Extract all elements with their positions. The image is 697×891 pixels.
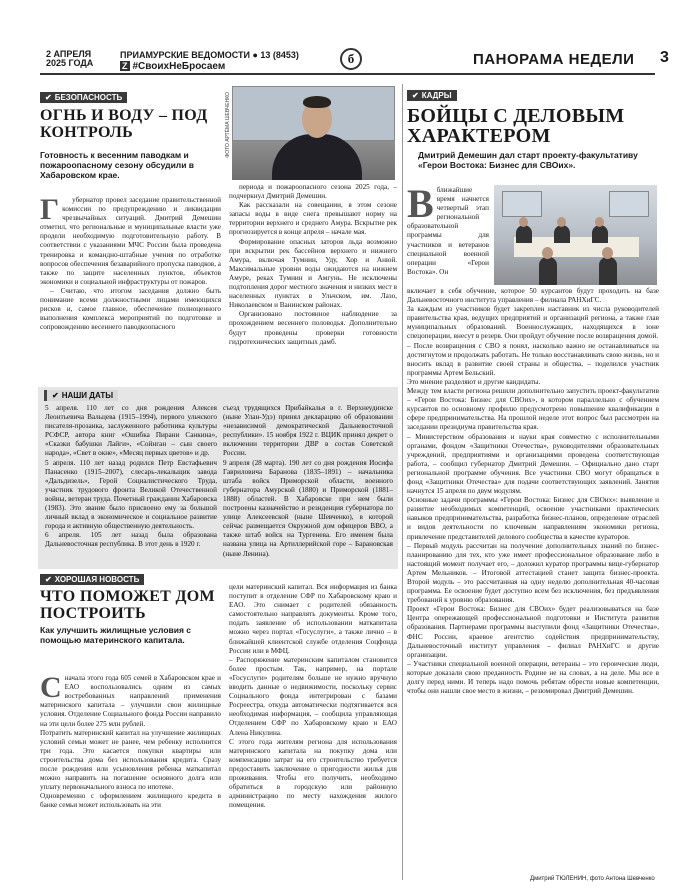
article3-signature: Дмитрий ТЮЛЕНИН, фото Антона Шевченко: [530, 876, 655, 882]
masthead: [0, 0, 697, 74]
masthead-rule: [40, 73, 655, 75]
photo-person: [599, 257, 617, 285]
dates-box: [38, 387, 398, 569]
article2-headline: ЧТО ПОМОЖЕТ ДОМ ПОСТРОИТЬ: [40, 588, 215, 622]
photo-person-head: [557, 217, 566, 227]
article2-lead: Как улучшить жилищные условия с помощью материнского капитала.: [40, 625, 192, 645]
meeting-photo: [494, 185, 657, 285]
article2-column-1: Сначала этого года 605 семей в Хабаровском крае и ЕАО воспользовались одним из самых востребованных направлений применения материнского капитала – улучшили свои жилищные условия. Отделение Социального фонда России направило на эти цели более 275 млн рублей. Потратить материнский капитал на улучшение жилищных условий семьи может не ранее, чем ребенку исполнится три года. Это касается покупки квартиры или строительства дома без использования кредита. Сразу после рождения или усыновления ребенка маткапитал можно направить на погашение основного долга или уплату первоначального взноса по ипотеке. Одновременно с оформлением жилищного кредита в банке семьи может использовать на эти: [40, 671, 221, 810]
photo-person-head: [542, 247, 553, 259]
article3-intro: Вближайшие время начнется четвертый этап региональной образовательной программы для участников и ветеранов специальной военной операции «Герои Востока». Он: [407, 186, 489, 276]
z-mark-icon: Z: [122, 61, 128, 71]
article3-body: включает в себя обучение, которое 50 курсантов будут проходить на базе Дальневосточного института управления – филиала РАНХиГС. За каждым из участников будет закреплен наставник из числа руководителей правительства края, ведущих предприятий и организаций региона, а также глав муниципальных образований. Военнослужащих, находящихся в зоне спецоперации, внесут в резерв. Они пройдут обучение после возвращения домой. – После возвращения с СВО я понял, насколько важно не останавливаться на достигнутом и продолжать работать. Не только восстанавливать свою жизнь, но и вносить вклад в развитие своей страны и общества, – поделился участник программы Артем Бельский. Это мнение разделяют и другие кандидаты. Между тем власти региона решили дополнительно запустить проект-факультатив – «Герои Востока: Бизнес для СВОих», в котором параллельно с обучением курсантов по основному профилю предусмотрено повышение квалификации в сфере предпринимательства. На прошлой неделе этот вопрос был рассмотрен на заседании президиума правительства края. – Министерством образования и науки края совместно с исполнительными органами, фондом «Защитники Отечества», руководителями образовательных учреждений, предприятиями и организациями проведена соответствующая работа, – сообщил губернатор Дмитрий Демешин. – Официально дано старт региональной программе обучения. Все участники СВО могут обращаться в фонд «Защитники Отечества» для подачи соответствующих заявлений. Занятия начнутся 15 апреля по двум модулям. Основные задачи программы «Герои Востока: Бизнес для СВОих»: выявление и развитие необходимых компетенций, освоение участниками практических навыков предпринимательства, разработка бизнес-планов, определение отраслей и видов деятельности по ключевым направлениям экономики региона, привлечение представителей делового сообщества в качестве кураторов. – Первый модуль рассчитан на получение дополнительных знаний по бизнес-планированию для тех, кто уже имеет профессиональное образование либо в настоящий момент получает его, – доложил куратор программы вице-губернатор Артем Мельников. – Итоговой аттестацией станет защита бизнес-проекта. Второй модуль – это рассчитанная на одну неделю дополнительная 40-часовая программа. Ее освоение будет доступно всем без исключения, без предъявления требований к уровню образования. Проект «Герои Востока: Бизнес для СВОих» будет реализовываться на базе Центра опережающей профессиональной подготовки и Института развития образования. Партнерами программы выступили фонд «Защитники Отечества», ФНС России, краевое агентство содействия предпринимательству, Дальневосточный институт управления – филиал РАНХиГС и другие организации. – Участники специальной военной операции, ветераны – это героические люди, которые доказали свою преданность Родине не на словах, а на деле. Мы все в долгу перед ними. И теперь надо помочь ребятам обрести новые компетенции, чтобы они нашли свое место в жизни, – резюмировал Дмитрий Демешин.: [407, 287, 659, 696]
page-number: 3: [660, 49, 669, 66]
article1-lead: Готовность к весенним паводкам и пожароопасному сезону обсудили в Хабаровском крае.: [40, 150, 195, 180]
article1-column-2: периода и пожароопасного сезона 2025 года, – подчеркнул Дмитрий Демешин. Как рассказали на совещании, в этом сезоне запасы воды в виде снега превышают норму на территории верхнего и среднего Амура. Вскрытие рек прогнозируется в конце апреля – начале мая. Формирование опасных заторов льда возможно при вскрытии рек бассейнов верхнего и нижнего Амура, включая Тумнин, Уду, Хор и Анюй. Максимальные уровни воды ожидаются на нижнем Амуре, реках Тумнин и Амгунь. Не исключены подтопления дорог местного значения и низких мест в населенных пунктах в Ульчском, им. Лазо, Николаевском и Ванинском районах. Организовано постоянное наблюдение за прохождением весеннего половодья. Дополнительно будут проведены проверки готовности гидротехнических защитных дамб.: [229, 183, 397, 346]
photo-person: [539, 257, 557, 285]
paper-logo-icon: б: [340, 48, 362, 70]
photo-person: [516, 225, 532, 243]
paper-title: ПРИАМУРСКИЕ ВЕДОМОСТИ ● 13 (8453): [120, 50, 299, 60]
rubric-dates: ✔ НАШИ ДАТЫ: [44, 390, 118, 401]
article1-dropcap: Г: [40, 196, 60, 226]
article3-headline: БОЙЦЫ С ДЕЛОВЫМ ХАРАКТЕРОМ: [407, 105, 625, 147]
governor-photo: [232, 86, 395, 180]
check-icon: ✔: [52, 391, 59, 400]
photo-table: [514, 237, 639, 257]
section-title: ПАНОРАМА НЕДЕЛИ: [473, 51, 635, 68]
rubric-personnel: ✔ КАДРЫ: [407, 90, 457, 101]
check-icon: ✔: [45, 575, 52, 584]
photo-screen-left: [502, 191, 542, 217]
check-icon: ✔: [412, 91, 419, 100]
dates-column-1: 5 апреля. 110 лет со дня рождения Алексея Леонтьевича Вальцева (1915–1994), первого ульчского писателя-прозаика, заслуженного работника культуры РСФСР, автора книг «Ошибка Пирани Санкина», «Сказки бабушки Лайги», «Сойнган – сын своего народа», «Свет в окне», «Месяц первых цветов» и др. 5 апреля. 110 лет назад родился Петр Евстафьевич Панасенко (1915–2007), слесарь-лекальщик завода «Дальдизель», Герой Социалистического Труда, участник трудового фронта Великой Отечественной войны, ветеран труда. Почетный гражданин Хабаровска (1983). Это звание было присвоено ему за большой личный вклад в экономическое и социальное развитие города и активную общественную деятельность. 6 апреля. 105 лет назад была образована Дальневосточная республика. В этот день в 1920 г.: [45, 404, 217, 549]
rubric-good-news: ✔ ХОРОШАЯ НОВОСТЬ: [40, 574, 144, 585]
article2-column-2: цели материнский капитал. Вся информация из банка поступит в отделение СФР по Хабаровскому краю и ЕАО. Это снимает с родителей обязанность самостоятельно направлять документы. Кроме того, подать заявление об использовании маткапитала можно через портал «Госуслуги», а также лично – в ближайшей клиентской службе отделения Соцфонда России или в МФЦ. – Распоряжение материнским капиталом становится более простым. Так, например, на портале «Госуслуги» родителям больше не нужно вручную вводить данные о недвижимости, поскольку сервис Социального фонда интегрирован с базами Росреестра, откуда автоматически подтягивается вся необходимая информация, – сообщила управляющая Отделением СФР по Хабаровскому краю и ЕАО Алена Никулина. С этого года жителям региона для использования материнского капитала на покупку дома или компенсацию затрат на его строительство требуется предоставить заключение о пригодности жилья для проживания. Чтобы его получить, необходимо обратиться в городскую или районную администрацию по месту нахождения жилого помещения.: [229, 583, 397, 810]
photo-person-head: [519, 217, 528, 227]
rubric-safety: ✔ БЕЗОПАСНОСТЬ: [40, 92, 127, 103]
photo-person: [592, 225, 608, 243]
article1-photo-credit: ФОТО АРТЁМА ШЕВЧЕНКО: [225, 92, 231, 158]
article1-column-1: Г убернатор провел заседание правительственной комиссии по предупреждению и ликвидации чрезвычайных ситуаций. Дмитрий Демешин отметил, что региональные и муниципальные власти уже продели необходимую подготовительную работу. В соответствии с указаниями МЧС России была проведена тренировка и командно-штабные учения по отработке вопросов обеспечения безаварийного пропуска паводков, а также по защите населенных пунктов, объектов экономики и социальной инфраструктуры от пожаров. – Считаю, что итогом заседания должно быть понимание всеми должностными лицами имеющихся рисков и, самое главное, обеспечение полноценного выполнения комплекса мероприятий по подготовке и сопровождению весеннего паводкоопасного: [40, 196, 221, 332]
photo-person-head: [595, 217, 604, 227]
article2-dropcap: С: [40, 671, 62, 705]
dates-column-2: съезд трудящихся Прибайкалья в г. Верхнеудинске (ныне Улан-Удэ) принял декларацию об образовании «независимой демократической Дальневосточной республики». 15 ноября 1922 г. ВЦИК принял декрет о включении территории ДВР в состав Советской России. 9 апреля (28 марта). 190 лет со дня рождения Иосифа Гавриловича Баранова (1835–1891) – начальника штаба войск Приморской области, военного губернатора Амурской (1880) и Приморской (1881–1888) областей. В Хабаровске при нем были построены казначейство и резиденция губернатора по улице Алексеевской (ныне Шевченко), в которой сейчас размещается Окружной дом офицеров ВВО, а также штаб войск на Тургенева. Его именем была названа улица на Артиллерийской горе – Барановская (ныне Ленина).: [223, 404, 393, 558]
article3-lead: Дмитрий Демешин дал старт проекту-факультативу «Герои Востока: Бизнес для СВОих».: [418, 150, 638, 170]
photo-person-head: [602, 247, 613, 259]
photo-person: [554, 225, 570, 243]
article1-headline: ОГНЬ И ВОДУ – ПОД КОНТРОЛЬ: [40, 107, 208, 141]
photo-hair: [303, 96, 331, 108]
hashtag: Z #СвоихНеБросаем: [122, 61, 226, 72]
issue-date: 2 АПРЕЛЯ 2025 ГОДА: [46, 49, 94, 68]
check-icon: ✔: [45, 93, 52, 102]
column-divider: [402, 84, 403, 880]
article3-dropcap: В: [407, 186, 434, 226]
photo-screen-right: [609, 191, 649, 217]
